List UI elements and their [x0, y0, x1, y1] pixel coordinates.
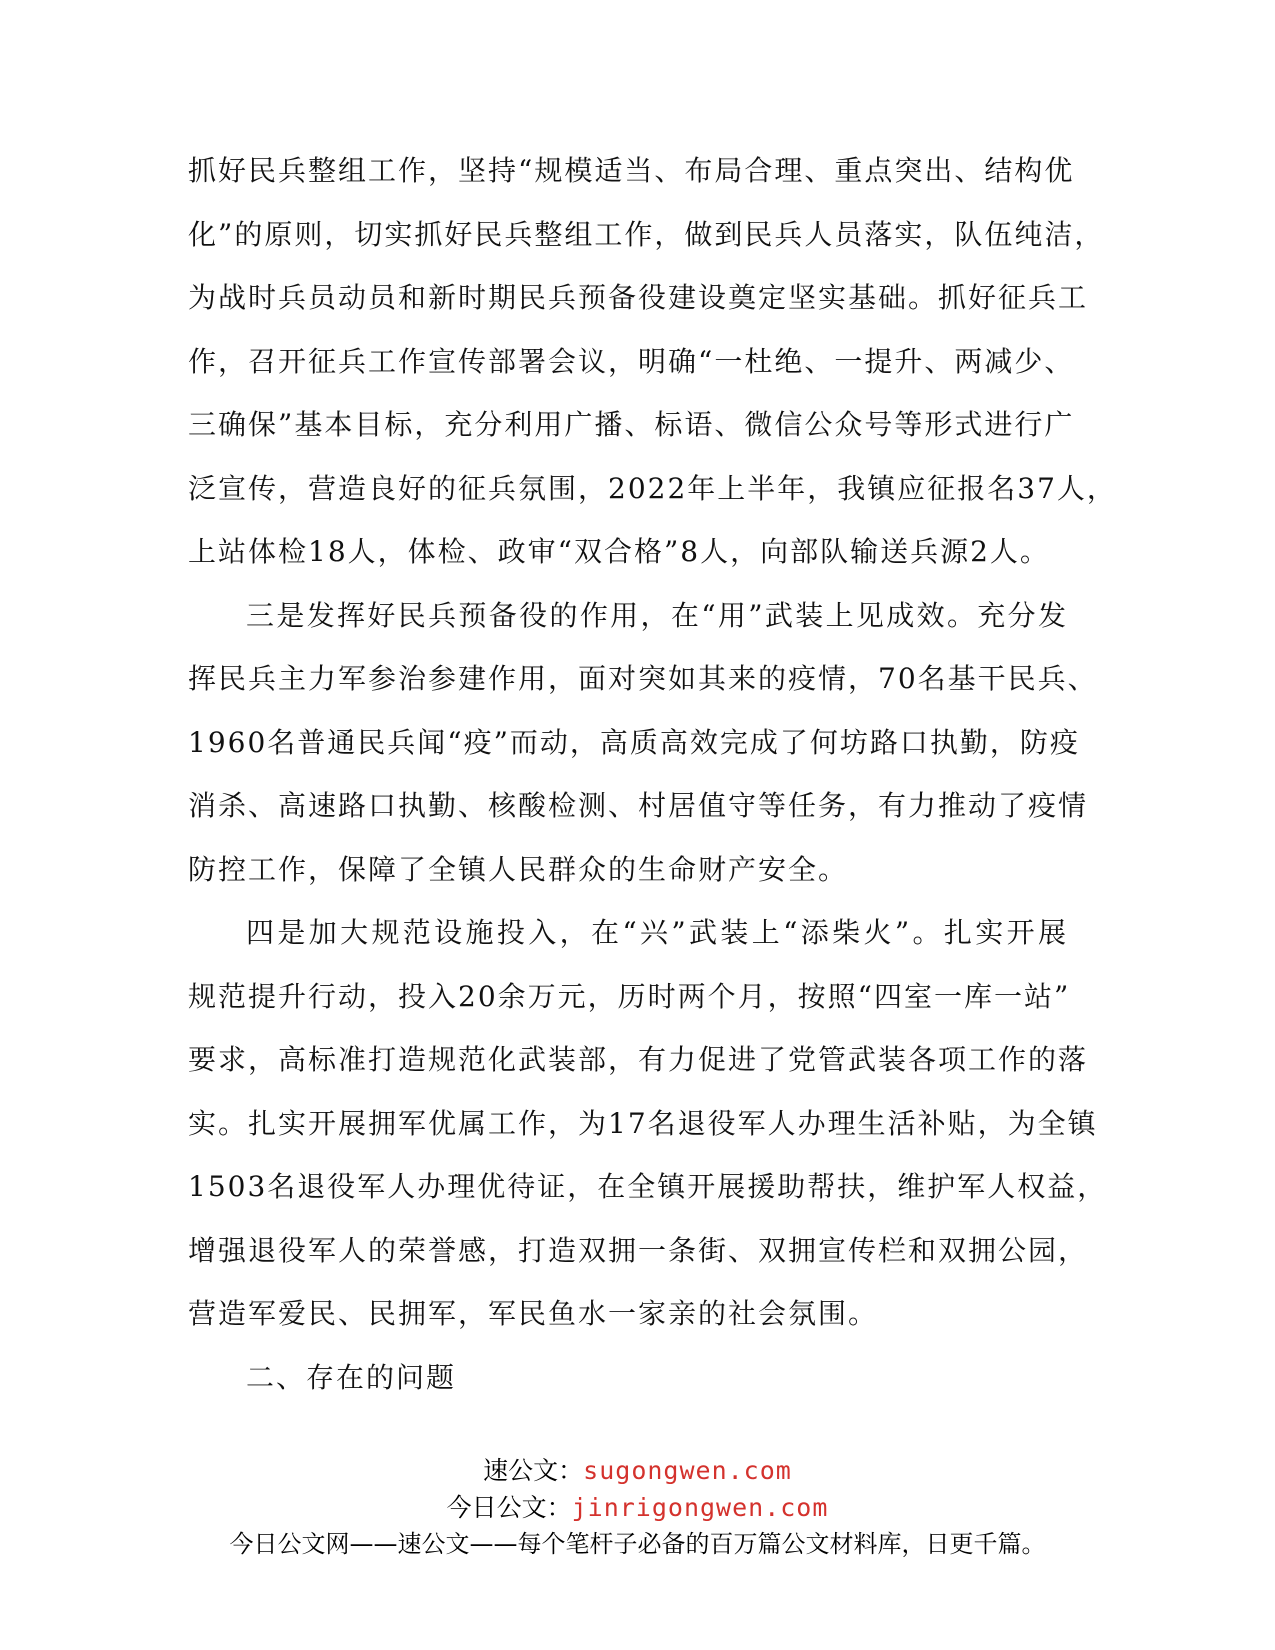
site-2-label: 今日公文： — [446, 1493, 572, 1522]
footer-tagline: 今日公文网——速公文——每个笔杆子必备的百万篇公文材料库，日更千篇。 — [229, 1530, 1046, 1558]
site-2-link[interactable]: jinrigongwen.com — [571, 1493, 829, 1522]
text-line: 作，召开征兵工作宣传部署会议，明确“一杜绝、一提升、两减少、 — [188, 344, 1075, 378]
site-1-label: 速公文： — [483, 1456, 584, 1485]
footer-site-2 — [0, 1489, 1275, 1526]
text-line: 营造军爱民、民拥军，军民鱼水一家亲的社会氛围。 — [188, 1297, 879, 1330]
document-body — [188, 139, 1117, 1409]
text-line: 泛宣传，营造良好的征兵氛围，2022年上半年，我镇应征报名37人， — [188, 471, 1117, 505]
footer-site-1 — [0, 1452, 1275, 1489]
site-1-link[interactable]: sugongwen.com — [583, 1456, 792, 1485]
text-line: 规范提升行动，投入20余万元，历时两个月，按照“四室一库一站” — [188, 979, 1071, 1013]
text-line: 1960名普通民兵闻“疫”而动，高质高效完成了何坊路口执勤，防疫 — [188, 725, 1080, 759]
text-line: 三确保”基本目标，充分利用广播、标语、微信公众号等形式进行广 — [188, 408, 1075, 441]
text-line: 化”的原则，切实抓好民兵整组工作，做到民兵人员落实，队伍纯洁， — [188, 217, 1105, 251]
text-line: 抓好民兵整组工作，坚持“规模适当、布局合理、重点突出、结构优 — [188, 154, 1075, 187]
text-line: 为战时兵员动员和新时期民兵预备役建设奠定坚实基础。抓好征兵工 — [188, 281, 1089, 314]
text-line: 消杀、高速路口执勤、核酸检测、村居值守等任务，有力推动了疫情 — [188, 789, 1089, 822]
text-line: 三是发挥好民兵预备役的作用，在“用”武装上见成效。充分发 — [246, 598, 1068, 632]
text-line: 防控工作，保障了全镇人民群众的生命财产安全。 — [188, 852, 849, 886]
text-line: 四是加大规范设施投入，在“兴”武装上“添柴火”。扎实开展 — [246, 916, 1068, 949]
text-line: 要求，高标准打造规范化武装部，有力促进了党管武装各项工作的落 — [188, 1043, 1089, 1076]
text-line: 1503名退役军人办理优待证，在全镇开展援助帮扶，维护军人权益， — [188, 1170, 1108, 1203]
text-line: 实。扎实开展拥军优属工作，为17名退役军人办理生活补贴，为全镇 — [188, 1106, 1098, 1140]
watermark-footer — [0, 1452, 1275, 1563]
text-line: 上站体检18人，体检、政审“双合格”8人，向部队输送兵源2人。 — [188, 535, 1050, 568]
text-line: 挥民兵主力军参治参建作用，面对突如其来的疫情，70名基干民兵、 — [188, 662, 1098, 695]
text-line: 二、存在的问题 — [246, 1360, 457, 1394]
text-line: 增强退役军人的荣誉感，打造双拥一条街、双拥宣传栏和双拥公园， — [188, 1233, 1089, 1267]
